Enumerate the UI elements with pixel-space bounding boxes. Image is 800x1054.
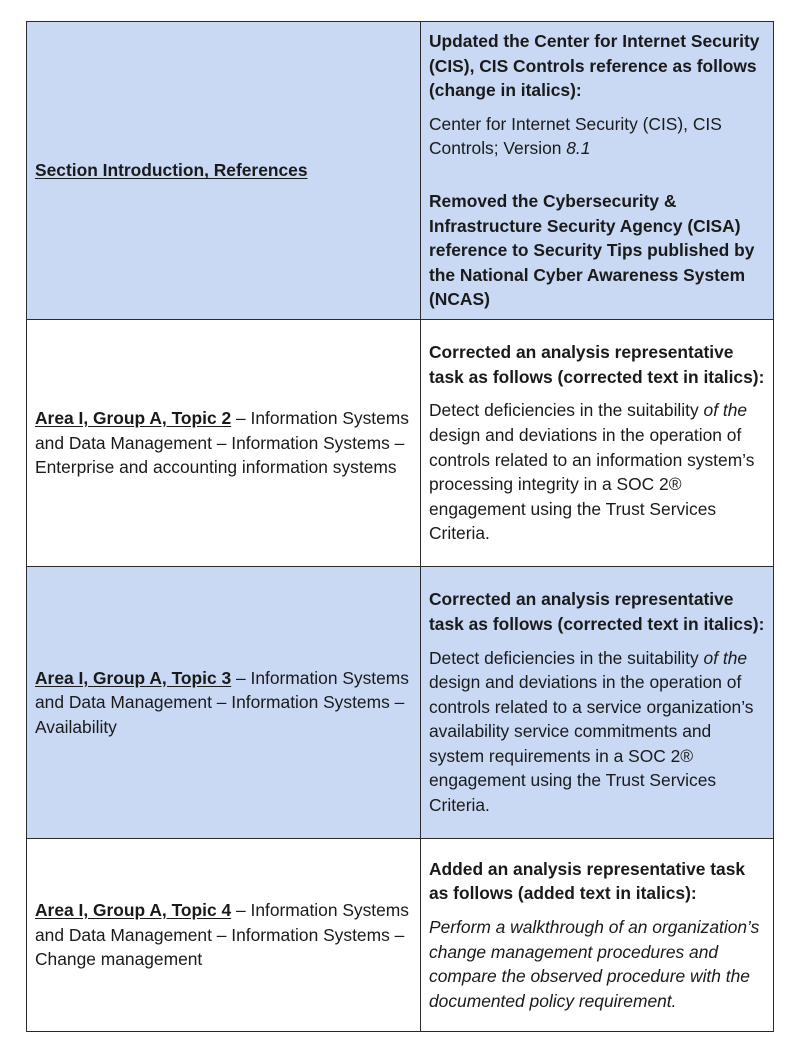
- table-row: [27, 839, 774, 1032]
- change-text-italic: of the: [703, 400, 748, 421]
- table-row: [27, 567, 774, 839]
- area-title: Area I, Group A, Topic 2: [35, 408, 232, 429]
- area-title: Section Introduction, References: [35, 160, 308, 181]
- change-text: [429, 398, 765, 546]
- change-text-plain: Detect deficiencies in the suitability: [429, 400, 704, 421]
- change-text-italic: Perform a walkthrough of an organization’s change management procedures and compare the observed procedure with the documented policy requirement.: [429, 916, 760, 1011]
- change-text-italic: 8.1: [566, 138, 591, 159]
- change-text-plain: Detect deficiencies in the suitability: [429, 647, 704, 668]
- change-cell: [421, 320, 774, 567]
- area-description: – Information Systems and Data Management – Information Systems – Availability: [35, 667, 409, 737]
- changes-table: [26, 21, 774, 1032]
- change-text-plain: Center for Internet Security (CIS), CIS Controls; Version: [429, 113, 722, 159]
- area-cell: [27, 839, 421, 1032]
- change-heading-removed: Removed the Cybersecurity & Infrastructure Security Agency (CISA) reference to Security Tips published by the National Cyber Awareness System (NCAS): [429, 191, 755, 310]
- change-cell: [421, 839, 774, 1032]
- change-text-plain: design and deviations in the operation of controls related to a service organization’s availability service commitments and system requirements in a SOC 2® engagement using the Trust Services Criteria.: [429, 672, 754, 816]
- change-text-italic: of the: [703, 647, 748, 668]
- area-description: – Information Systems and Data Management – Information Systems – Enterprise and accounting information systems: [35, 408, 409, 478]
- area-description: – Information Systems and Data Management – Information Systems – Change management: [35, 900, 409, 970]
- change-heading: Corrected an analysis representative task as follows (corrected text in italics):: [429, 342, 765, 387]
- change-cell: [421, 22, 774, 320]
- change-text: [429, 646, 765, 818]
- change-heading: Corrected an analysis representative task as follows (corrected text in italics):: [429, 589, 765, 634]
- change-text: [429, 112, 765, 161]
- area-title: Area I, Group A, Topic 4: [35, 900, 232, 921]
- change-cell: [421, 567, 774, 839]
- area-cell: [27, 567, 421, 839]
- change-text: [429, 915, 765, 1013]
- table-row: [27, 22, 774, 320]
- change-heading: Added an analysis representative task as follows (added text in italics):: [429, 858, 746, 904]
- table-row: [27, 320, 774, 567]
- area-cell: [27, 22, 421, 320]
- area-title: Area I, Group A, Topic 3: [35, 667, 232, 688]
- change-text-plain: design and deviations in the operation of controls related to an information system’s processing integrity in a SOC 2® engagement using the Trust Services Criteria.: [429, 424, 755, 544]
- area-cell: [27, 320, 421, 567]
- change-heading: Updated the Center for Internet Security (CIS), CIS Controls reference as follows (change in italics):: [429, 31, 760, 101]
